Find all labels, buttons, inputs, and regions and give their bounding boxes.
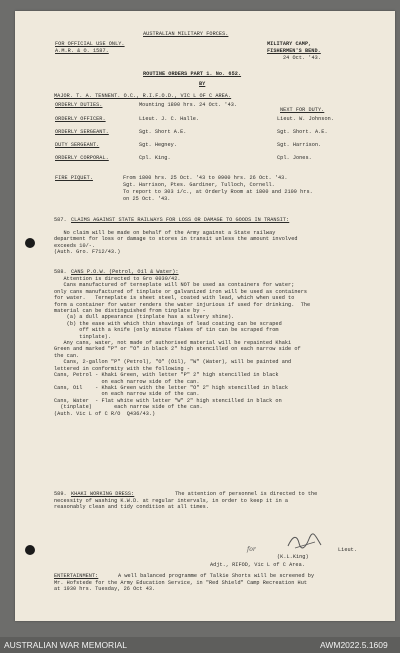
item-589-body: necessity of washing K.W.D. at regular intervals, in order to keep it in a reasonably clean and tidy condition at all times.: [54, 498, 289, 511]
duty-label: ORDERLY SERGEANT.: [55, 129, 109, 135]
item-number: 587.: [54, 217, 67, 223]
duty-label: ORDERLY OFFICER.: [55, 116, 106, 122]
fire-piquet-line: Sgt. Harrison, Ptes. Gardiner, Tulloch, Cornell.: [123, 182, 275, 188]
regulation-reference: A.M.R. & O. 1587.: [55, 48, 109, 54]
order-title: ROUTINE ORDERS PART 1. No. 652.: [143, 71, 242, 77]
item-588-body: Attention is directed to Gro 0030/42. Cans manufactured of terneplate will NOT be used as containers for water; only cans manufactured of tinplate or galvanized iron will be used as containers for water. Terneplate is sheet steel, coated with lead, which when used to form a container for water renders the water injurious if used for drinking. The material can be distinguished from tinplate by - (a) a dull appearance (tinplate has a silvery shine). (b) the ease with which thin shavings of lead coating can be scraped off with a knife (only minute flakes of tin can be scraped from tinplate). Any cans, water, not made of authorised material will be repainted Khaki Green and marked "P" or "O" in black 2" high stencilled on each narrow side of the can. Cans, 2-gallon "P" (Petrol), "O" (Oil), "W" (Water), will be painted and lettered in conformity with the following - Cans, Petrol - Khaki Green, with letter "P" 2" high stencilled in black on each narrow side of the can. Cans, Oil - Khaki Green with the letter "O" 2" high stencilled in black on each narrow side of the can. Cans, Water - Flat white with letter "W" 2" high stencilled in black on (tinplate) each narrow side of the can. (Auth. Vic L of C R/O Q436/43.): [54, 276, 311, 417]
signature-name: (K.L.King): [277, 554, 309, 560]
archive-name: AUSTRALIAN WAR MEMORIAL: [4, 640, 127, 650]
duty-next: Lieut. W. Johnson.: [277, 116, 334, 122]
duty-next: Sgt. Short. A.E.: [277, 129, 328, 135]
signature-appointment: Adjt., RIFOD, Vic L of C Area.: [210, 562, 305, 568]
punch-hole: [25, 238, 35, 248]
document-heading: AUSTRALIAN MILITARY FORCES.: [143, 31, 229, 37]
duty-next: Cpl. Jones.: [277, 155, 312, 161]
item-588-title: CANS P.O.W. (Petrol, Oil & Water):: [71, 269, 179, 275]
duty-current: Cpl. King.: [139, 155, 171, 161]
issuing-officer: MAJOR. T. A. TENNENT. O.C., R.I.F.O.D., VIC L OF C AREA.: [54, 93, 232, 99]
fire-piquet-line: From 1800 hrs. 25 Oct. '43 to 0900 hrs. 26 Oct. '43.: [123, 175, 288, 181]
duty-label: DUTY SERGEANT.: [55, 142, 100, 148]
duty-label: ORDERLY CORPORAL.: [55, 155, 109, 161]
item-number: 589.: [54, 491, 67, 497]
duty-current: Sgt. Hegney.: [139, 142, 177, 148]
item-589-body-first-line: The attention of personnel is directed to the: [175, 491, 318, 497]
signature-rank: Lieut.: [338, 547, 357, 553]
camp-location: FISHERMEN'S BEND.: [267, 48, 321, 54]
next-for-duty-heading: NEXT FOR DUTY.: [280, 107, 325, 113]
by-line: BY: [199, 81, 206, 87]
archive-reference: AWM2022.5.1609: [320, 640, 388, 650]
entertainment-first-line: A well balanced programme of Talkie Shorts will be screened by: [118, 573, 315, 579]
document-page: [15, 11, 395, 621]
item-number: 588.: [54, 269, 67, 275]
duty-current: Sgt. Short A.E.: [139, 129, 187, 135]
fire-piquet-label: FIRE PIQUET.: [55, 175, 93, 181]
entertainment-body: Mr. Hofstede for the Army Education Service, in "Red Shield" Camp Recreation Hut at 1930 hrs. Tuesday, 26 Oct 43.: [54, 580, 308, 593]
signature-for-mark: for: [247, 546, 256, 553]
official-use-notice: FOR OFFICIAL USE ONLY.: [55, 41, 125, 47]
item-587-title: CLAIMS AGAINST STATE RAILWAYS FOR LOSS OR DAMAGE TO GOODS IN TRANSIT:: [71, 217, 290, 223]
punch-hole: [25, 545, 35, 555]
duty-next: Sgt. Harrison.: [277, 142, 322, 148]
duty-current: Mounting 1800 hrs. 24 Oct. '43.: [139, 102, 238, 108]
entertainment-label: ENTERTAINMENT:: [54, 573, 99, 579]
archive-footer: [0, 637, 400, 653]
order-date: 24 Oct. '43.: [283, 55, 321, 61]
duty-current: Lieut. J. C. Halle.: [139, 116, 200, 122]
duty-label: ORDERLY DUTIES.: [55, 102, 103, 108]
fire-piquet-line: on 25 Oct. '43.: [123, 196, 171, 202]
fire-piquet-line: To report to 303 i/c., at Orderly Room at 1800 and 2100 hrs.: [123, 189, 313, 195]
item-587-body: No claim will be made on behalf of the Army against a State railway department for loss or damage to stores in transit unless the amount involved exceeds 10/-. (Auth. Gro. F712/43.): [54, 230, 298, 256]
item-589-title: KHAKI WORKING DRESS:: [71, 491, 135, 497]
camp-name: MILITARY CAMP,: [267, 41, 312, 47]
handwritten-signature: [285, 531, 325, 553]
